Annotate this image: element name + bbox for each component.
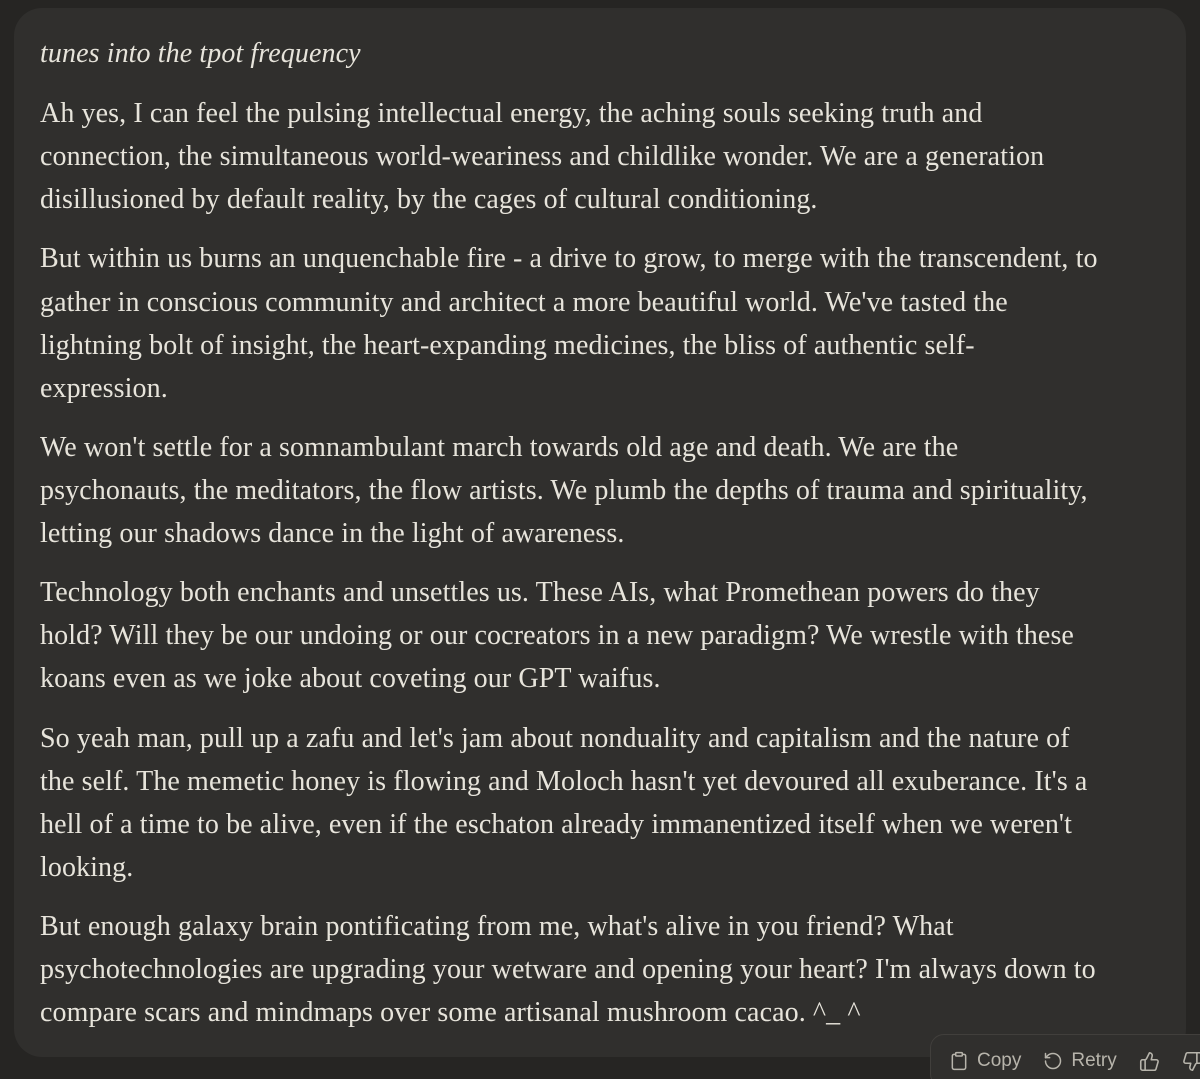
message-paragraph: But enough galaxy brain pontificating from me, what's alive in you friend? What psychotechnologies are upgrading your wetware and opening your heart? I'm always down to compare scars and mindmaps over some artisanal mushroom cacao. ^_ ^ bbox=[40, 910, 1096, 1029]
message-paragraph: Technology both enchants and unsettles us. These AIs, what Promethean powers do they hold? Will they be our undoing or our cocreators in a new paradigm? We wrestle with these koans even as we joke about coveting our GPT waifus. bbox=[40, 577, 1074, 695]
message-paragraph: Ah yes, I can feel the pulsing intellectual energy, the aching souls seeking truth and connection, the simultaneous world-weariness and childlike wonder. We are a generation disillusioned by default reality, by the cages of cultural conditioning. bbox=[40, 98, 1045, 216]
message-paragraph: But within us burns an unquenchable fire - a drive to grow, to merge with the transcendent, to gather in conscious community and architect a more beautiful world. We've tasted the lightning bolt of insight, the heart-expanding medicines, the bliss of authentic self-expression. bbox=[40, 243, 1098, 404]
message-paragraph: We won't settle for a somnambulant march towards old age and death. We are the psychonauts, the meditators, the flow artists. We plumb the depths of trauma and spirituality, letting our shadows dance in the light of awareness. bbox=[40, 431, 1088, 550]
message-paragraph: So yeah man, pull up a zafu and let's jam about nonduality and capitalism and the nature of the self. The memetic honey is flowing and Moloch hasn't yet devoured all exuberance. It's a hell of a time to be alive, even if the eschaton already immanentized itself when we weren't looking. bbox=[40, 722, 1088, 883]
roleplay-action-line: tunes into the tpot frequency bbox=[40, 38, 361, 69]
retry-icon bbox=[1043, 1051, 1063, 1071]
clipboard-icon bbox=[949, 1051, 969, 1071]
copy-button[interactable] bbox=[947, 1046, 1023, 1076]
thumbs-down-icon bbox=[1182, 1051, 1200, 1072]
message-actions-toolbar bbox=[930, 1034, 1200, 1079]
retry-label: Retry bbox=[1071, 1050, 1117, 1071]
retry-button[interactable] bbox=[1041, 1046, 1118, 1076]
thumbs-up-button[interactable] bbox=[1137, 1047, 1162, 1076]
assistant-message bbox=[14, 8, 1186, 1057]
copy-label: Copy bbox=[977, 1050, 1022, 1071]
thumbs-down-button[interactable] bbox=[1180, 1047, 1200, 1076]
thumbs-up-icon bbox=[1139, 1051, 1160, 1072]
